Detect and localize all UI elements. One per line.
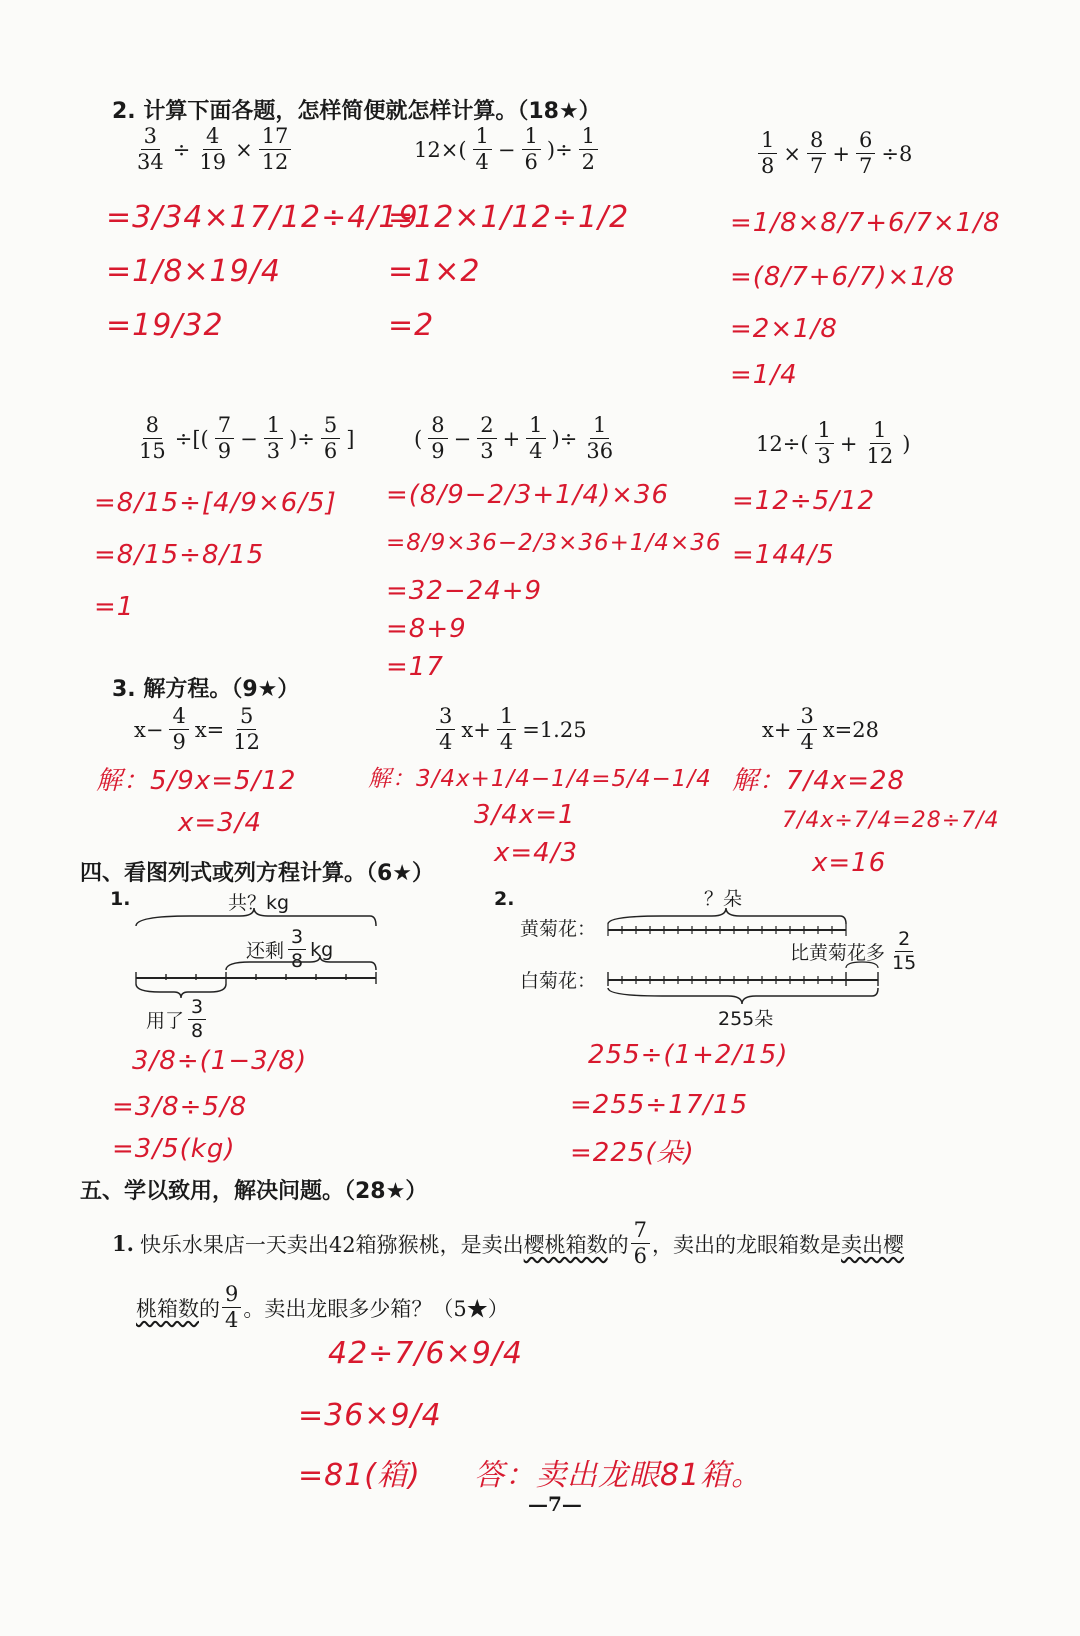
equation-3-step-3: x=16 [812, 848, 887, 878]
problem-1-step-1: 42÷7/6×9/4 [328, 1336, 524, 1371]
calc-question-4 [134, 415, 354, 462]
fraction: $\frac{1}{8}$ [758, 130, 777, 177]
calc-3-step-3: =2×1/8 [730, 314, 838, 344]
calc-3-step-2: =(8/7+6/7)×1/8 [730, 262, 956, 292]
problem-1-text-d: 的 [199, 1296, 220, 1321]
expression-token: x=28 [822, 717, 879, 742]
calc-4-step-1: =8/15÷[4/9×6/5] [94, 488, 337, 518]
fraction: $\frac{4}{9}$ [169, 706, 188, 753]
equation-3-step-1: 解：7/4x=28 [732, 766, 906, 796]
fraction: $\frac{8}{15}$ [139, 413, 166, 463]
diagram-2-number: 2. [494, 888, 515, 910]
diagram-2-white-label: 白菊花： [520, 970, 597, 992]
section-3-title: 3. 解方程。（9★） [112, 677, 300, 702]
problem-1-number: 1. [112, 1231, 134, 1256]
fraction: $\frac{8}{9}$ [428, 415, 447, 462]
calc-2-step-3: =2 [388, 308, 435, 343]
problem-1-text-b: 的 [607, 1232, 629, 1257]
calc-6-step-1: =12÷5/12 [732, 486, 876, 516]
fraction: $\frac{3}{4}$ [436, 706, 455, 753]
calc-3-step-4: =1/4 [730, 360, 798, 390]
equation-1-step-1: 解：5/9x=5/12 [96, 766, 297, 796]
calc-1-step-3: =19/32 [106, 308, 224, 343]
fraction: $\frac{8}{7}$ [807, 130, 826, 177]
equation-2-step-3: x=4/3 [494, 838, 579, 868]
expression-token: ( [414, 426, 423, 451]
problem-1-line-2 [136, 1284, 509, 1331]
calc-4-step-3: =1 [94, 592, 135, 622]
expression-token: 12×( [414, 137, 467, 162]
remain-unit: kg [310, 938, 334, 961]
expression-token: x+ [762, 717, 792, 742]
calc-1-step-1: =3/34×17/12÷4/19 [106, 200, 419, 235]
calc-5-step-2: =8/9×36−2/3×36+1/4×36 [386, 530, 722, 556]
calc-2-step-1: =12×1/12÷1/2 [388, 200, 630, 235]
expression-token: ] [346, 426, 355, 451]
calc-5-step-3: =32−24+9 [386, 576, 543, 606]
diagram-1-number: 1. [110, 888, 131, 910]
calc-question-2 [414, 126, 600, 173]
problem-1-answer: 答：卖出龙眼81箱。 [474, 1458, 763, 1493]
problem-1-text-c: ，卖出的龙眼箱数是 [652, 1232, 842, 1257]
equation-2-step-1: 解：3/4x+1/4−1/4=5/4−1/4 [368, 766, 712, 792]
expression-token: + [832, 141, 850, 166]
section-4-title: 四、看图列式或列方程计算。（6★） [80, 861, 435, 886]
expression-token: ÷ [172, 137, 191, 162]
diagram-2-step-1: 255÷(1+2/15) [588, 1040, 789, 1070]
used-text: 用了 [146, 1010, 185, 1032]
expression-token: =1.25 [522, 717, 587, 742]
diagram-1-step-1: 3/8÷(1−3/8) [132, 1046, 308, 1076]
problem-1-text-a: 快乐水果店一天卖出42箱猕猴桃，是卖出 [139, 1232, 524, 1257]
calc-question-3 [756, 130, 912, 177]
expression-token: 12÷( [756, 431, 809, 456]
calc-1-step-2: =1/8×19/4 [106, 254, 281, 289]
fraction: $\frac{1}{3}$ [815, 420, 834, 467]
problem-1-underline-cherry: 樱桃箱数 [523, 1232, 608, 1257]
diagram-2-total-label: 255朵 [718, 1008, 774, 1030]
calc-5-step-4: =8+9 [386, 614, 467, 644]
fraction: $\frac{2}{3}$ [477, 415, 496, 462]
remain-text: 还剩 [246, 940, 285, 962]
calc-2-step-2: =1×2 [388, 254, 481, 289]
section-2-title: 2. 计算下面各题，怎样简便就怎样计算。（18★） [112, 99, 601, 124]
calc-question-1 [132, 126, 293, 173]
problem-1-underline-2: 卖出樱 [841, 1232, 905, 1257]
problem-1-step-3: =81(箱) [298, 1458, 421, 1493]
problem-1-line-1 [112, 1220, 904, 1267]
diagram-1-step-2: =3/8÷5/8 [112, 1092, 248, 1122]
fraction: $\frac{5}{6}$ [321, 415, 340, 462]
problem-1-step-2: =36×9/4 [298, 1398, 442, 1433]
diagram-2-question-label: ？朵 [704, 888, 743, 910]
fraction: $\frac{3}{4}$ [797, 706, 816, 753]
fraction: $\frac{17}{12}$ [259, 126, 292, 173]
expression-token: + [839, 431, 858, 456]
expression-token: x− [134, 717, 164, 742]
problem-1-fraction-1: $\frac{7}{6}$ [631, 1220, 650, 1267]
fraction: $\frac{1}{4}$ [526, 415, 545, 462]
fraction: $\frac{3}{34}$ [137, 124, 164, 174]
expression-token: x= [194, 717, 225, 742]
diagram-2-step-3: =225(朵) [570, 1138, 695, 1168]
fraction: $\frac{1}{36}$ [586, 413, 614, 463]
used-fraction: $\frac{3}{8}$ [188, 998, 206, 1041]
expression-token: ÷[( [174, 426, 209, 451]
expression-token: − [453, 426, 472, 451]
fraction: $\frac{1}{4}$ [473, 126, 492, 173]
more-text: 比黄菊花多 [790, 942, 886, 964]
calc-question-5 [414, 415, 618, 462]
fraction: $\frac{1}{12}$ [866, 418, 894, 468]
fraction: $\frac{1}{2}$ [579, 126, 598, 173]
equation-3-step-2: 7/4x÷7/4=28÷7/4 [782, 808, 1000, 833]
expression-token: )÷ [546, 137, 573, 162]
remain-fraction: $\frac{3}{8}$ [288, 928, 306, 971]
diagram-2-yellow-label: 黄菊花： [520, 918, 597, 940]
calc-6-step-2: =144/5 [732, 540, 835, 570]
equation-question-3 [762, 706, 879, 753]
problem-1-underline-3: 桃箱数 [136, 1296, 199, 1321]
diagram-1-total-label: 共？kg [228, 892, 290, 914]
equation-question-1 [134, 706, 265, 753]
section-5-title: 五、学以致用，解决问题。（28★） [80, 1179, 428, 1204]
fraction: $\frac{7}{9}$ [215, 415, 234, 462]
fraction: $\frac{5}{12}$ [233, 704, 261, 754]
equation-question-2 [434, 706, 587, 753]
expression-token: − [497, 137, 516, 162]
fraction: $\frac{6}{7}$ [856, 130, 875, 177]
fraction: $\frac{1}{6}$ [522, 126, 541, 173]
more-fraction: $\frac{2}{15}$ [892, 928, 917, 974]
expression-token: + [502, 426, 521, 451]
diagram-1-segment-bar [130, 906, 390, 996]
equation-1-step-2: x=3/4 [178, 808, 263, 838]
problem-1-text-e: 。卖出龙眼多少箱？（5★） [243, 1296, 509, 1321]
calc-5-step-5: =17 [386, 652, 444, 682]
expression-token: ) [902, 431, 911, 456]
diagram-1-step-3: =3/5(kg) [112, 1134, 236, 1164]
diagram-2-step-2: =255÷17/15 [570, 1090, 749, 1120]
fraction: $\frac{1}{4}$ [497, 706, 516, 753]
problem-1-fraction-2: $\frac{9}{4}$ [222, 1284, 241, 1331]
fraction: $\frac{1}{3}$ [264, 415, 283, 462]
calc-question-6 [756, 420, 910, 467]
calc-4-step-2: =8/15÷8/15 [94, 540, 265, 570]
expression-token: − [240, 426, 258, 451]
expression-token: × [783, 141, 801, 166]
equation-2-step-2: 3/4x=1 [474, 800, 576, 830]
expression-token: x+ [461, 717, 491, 742]
expression-token: ÷8 [881, 141, 913, 166]
diagram-1-used-label [146, 998, 208, 1041]
fraction: $\frac{4}{19}$ [199, 124, 227, 174]
diagram-2-segment-bar [602, 906, 892, 1016]
expression-token: × [235, 137, 253, 162]
expression-token: )÷ [289, 426, 315, 451]
expression-token: )÷ [551, 426, 578, 451]
calc-5-step-1: =(8/9−2/3+1/4)×36 [386, 480, 670, 510]
calc-3-step-1: =1/8×8/7+6/7×1/8 [730, 208, 1001, 238]
page-number: —7— [528, 1492, 582, 1516]
